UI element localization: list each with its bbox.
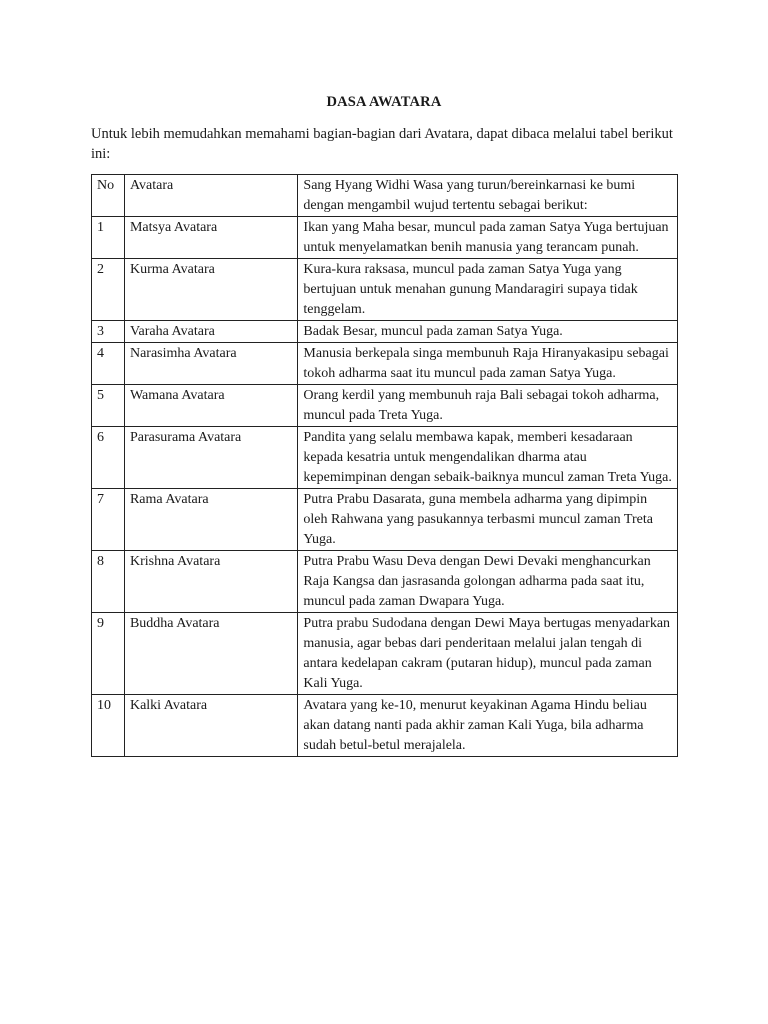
cell-description: Pandita yang selalu membawa kapak, memberi kesadaraan kepada kesatria untuk mengendalikan dharma atau kepemimpinan dengan sebaik-baiknya muncul zaman Treta Yuga.: [298, 427, 678, 489]
avatara-table: [91, 174, 678, 757]
cell-no: 7: [92, 489, 125, 551]
table-row: [92, 551, 678, 613]
intro-paragraph: Untuk lebih memudahkan memahami bagian-bagian dari Avatara, dapat dibaca melalui tabel berikut ini:: [91, 126, 673, 162]
table-header-row: [92, 175, 678, 217]
cell-avatara: Parasurama Avatara: [124, 427, 297, 489]
cell-description: Putra prabu Sudodana dengan Dewi Maya bertugas menyadarkan manusia, agar bebas dari penderitaan melalui jalan tengah di antara kedelapan cakram (putaran hidup), muncul pada zaman Kali Yuga.: [298, 613, 678, 695]
cell-avatara: Narasimha Avatara: [124, 343, 297, 385]
cell-avatara: Wamana Avatara: [124, 385, 297, 427]
cell-description: Avatara yang ke-10, menurut keyakinan Agama Hindu beliau akan datang nanti pada akhir zaman Kali Yuga, bila adharma sudah betul-betul merajalela.: [298, 695, 678, 757]
cell-description: Badak Besar, muncul pada zaman Satya Yuga.: [298, 321, 678, 343]
cell-avatara: Kalki Avatara: [124, 695, 297, 757]
cell-no: 10: [92, 695, 125, 757]
cell-description: Orang kerdil yang membunuh raja Bali sebagai tokoh adharma, muncul pada Treta Yuga.: [298, 385, 678, 427]
table-row: [92, 343, 678, 385]
table-row: [92, 427, 678, 489]
cell-description: Ikan yang Maha besar, muncul pada zaman Satya Yuga bertujuan untuk menyelamatkan benih manusia yang terancam punah.: [298, 217, 678, 259]
cell-no: 2: [92, 259, 125, 321]
cell-description: Putra Prabu Wasu Deva dengan Dewi Devaki menghancurkan Raja Kangsa dan jasrasanda golongan adharma pada saat itu, muncul pada zaman Dwapara Yuga.: [298, 551, 678, 613]
cell-avatara: Kurma Avatara: [124, 259, 297, 321]
table-row: [92, 217, 678, 259]
cell-avatara: Buddha Avatara: [124, 613, 297, 695]
cell-description: Manusia berkepala singa membunuh Raja Hiranyakasipu sebagai tokoh adharma saat itu muncul pada zaman Satya Yuga.: [298, 343, 678, 385]
cell-no: 4: [92, 343, 125, 385]
table-row: [92, 695, 678, 757]
cell-no: 8: [92, 551, 125, 613]
cell-no: 3: [92, 321, 125, 343]
header-no: No: [92, 175, 125, 217]
cell-avatara: Varaha Avatara: [124, 321, 297, 343]
cell-avatara: Krishna Avatara: [124, 551, 297, 613]
avatara-table-body: [92, 175, 678, 757]
document-title: DASA AWATARA: [326, 94, 442, 110]
cell-avatara: Matsya Avatara: [124, 217, 297, 259]
table-row: [92, 613, 678, 695]
table-row: [92, 385, 678, 427]
cell-description: Kura-kura raksasa, muncul pada zaman Satya Yuga yang bertujuan untuk menahan gunung Mandaragiri supaya tidak tenggelam.: [298, 259, 678, 321]
cell-avatara: Rama Avatara: [124, 489, 297, 551]
cell-no: 9: [92, 613, 125, 695]
cell-description: Putra Prabu Dasarata, guna membela adharma yang dipimpin oleh Rahwana yang pasukannya terbasmi muncul zaman Treta Yuga.: [298, 489, 678, 551]
table-row: [92, 259, 678, 321]
table-row: [92, 489, 678, 551]
header-description: Sang Hyang Widhi Wasa yang turun/bereinkarnasi ke bumi dengan mengambil wujud tertentu sebagai berikut:: [298, 175, 678, 217]
cell-no: 6: [92, 427, 125, 489]
header-avatara: Avatara: [124, 175, 297, 217]
cell-no: 1: [92, 217, 125, 259]
table-row: [92, 321, 678, 343]
cell-no: 5: [92, 385, 125, 427]
